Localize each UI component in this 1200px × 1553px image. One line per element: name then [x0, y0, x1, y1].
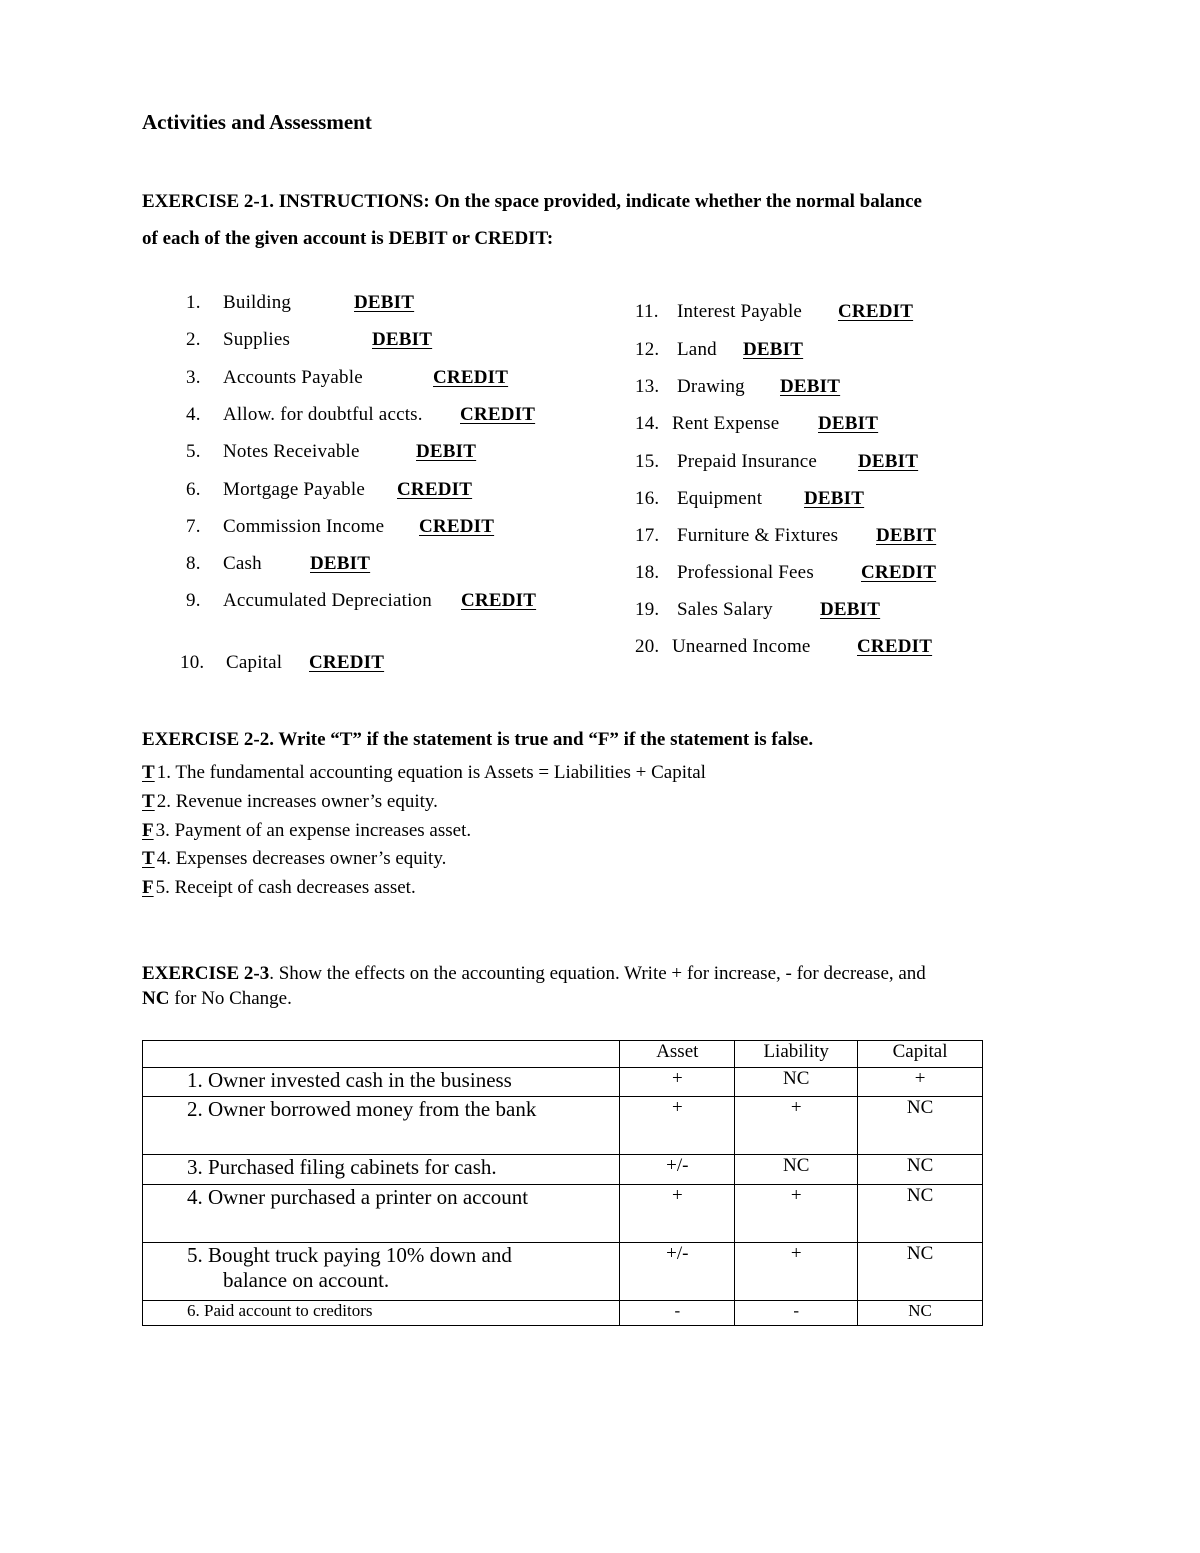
- exercise-2-2-heading: EXERCISE 2-2. Write “T” if the statement is true and “F” if the statement is false.: [142, 729, 814, 750]
- transaction-text: 4. Owner purchased a printer on account: [187, 1185, 529, 1209]
- capital-effect: NC: [858, 1243, 983, 1301]
- table-header-row: [143, 1041, 983, 1068]
- transaction-cell: [143, 1155, 620, 1185]
- account-answer: CREDIT: [433, 367, 509, 388]
- account-number: 11.: [635, 301, 659, 322]
- liability-effect: +: [735, 1243, 858, 1301]
- account-answer: DEBIT: [804, 488, 865, 509]
- true-false-answer: T: [142, 791, 155, 812]
- account-label: Equipment: [677, 488, 763, 509]
- account-number: 16.: [635, 488, 660, 509]
- account-number: 3.: [186, 367, 201, 388]
- account-answer: DEBIT: [372, 329, 433, 350]
- account-number: 12.: [635, 339, 660, 360]
- table-header-cell: Asset: [620, 1041, 735, 1068]
- account-answer: DEBIT: [310, 553, 371, 574]
- account-answer: CREDIT: [838, 301, 914, 322]
- table-row: [143, 1068, 983, 1097]
- account-answer: DEBIT: [354, 292, 415, 313]
- account-number: 18.: [635, 562, 660, 583]
- account-number: 9.: [186, 590, 201, 611]
- true-false-statement: 1. The fundamental accounting equation is Assets = Liabilities + Capital: [156, 762, 706, 783]
- account-number: 13.: [635, 376, 660, 397]
- account-number: 7.: [186, 516, 201, 537]
- table-row: [143, 1243, 983, 1301]
- capital-effect: +: [858, 1068, 983, 1097]
- true-false-answer: F: [142, 820, 154, 841]
- table-header-blank: [143, 1041, 620, 1068]
- account-label: Notes Receivable: [223, 441, 360, 462]
- account-answer: CREDIT: [397, 479, 473, 500]
- true-false-statement: 3. Payment of an expense increases asset.: [155, 820, 472, 841]
- account-number: 10.: [180, 652, 205, 673]
- exercise-2-1-heading-line2: of each of the given account is DEBIT or CREDIT:: [142, 228, 554, 249]
- account-number: 5.: [186, 441, 201, 462]
- asset-effect: +/-: [620, 1243, 735, 1301]
- account-label: Supplies: [223, 329, 291, 350]
- transaction-cell: [143, 1301, 620, 1326]
- effects-table: [142, 1040, 983, 1326]
- table-header-cell: Liability: [735, 1041, 858, 1068]
- transaction-text-continued: balance on account.: [223, 1268, 390, 1292]
- account-label: Capital: [226, 652, 283, 673]
- account-number: 2.: [186, 329, 201, 350]
- account-answer: DEBIT: [818, 413, 879, 434]
- account-label: Accumulated Depreciation: [223, 590, 432, 611]
- asset-effect: +/-: [620, 1155, 735, 1185]
- true-false-answer: F: [142, 877, 154, 898]
- transaction-text: 1. Owner invested cash in the business: [187, 1068, 512, 1092]
- transaction-text: 6. Paid account to creditors: [187, 1301, 373, 1320]
- account-number: 1.: [186, 292, 201, 313]
- exercise-2-3-heading-rest: . Show the effects on the accounting equation. Write + for increase, - for decrease, and: [269, 963, 926, 984]
- page-title: Activities and Assessment: [142, 110, 372, 134]
- account-answer: CREDIT: [861, 562, 937, 583]
- transaction-text: 5. Bought truck paying 10% down and: [187, 1243, 512, 1267]
- account-answer: CREDIT: [857, 636, 933, 657]
- account-number: 4.: [186, 404, 201, 425]
- liability-effect: -: [735, 1301, 858, 1326]
- account-number: 8.: [186, 553, 201, 574]
- account-answer: DEBIT: [416, 441, 477, 462]
- capital-effect: NC: [858, 1097, 983, 1155]
- account-label: Sales Salary: [677, 599, 773, 620]
- account-label: Drawing: [677, 376, 745, 397]
- liability-effect: NC: [735, 1155, 858, 1185]
- transaction-cell: [143, 1185, 620, 1243]
- account-label: Accounts Payable: [223, 367, 363, 388]
- asset-effect: +: [620, 1068, 735, 1097]
- account-label: Furniture & Fixtures: [677, 525, 839, 546]
- account-label: Professional Fees: [677, 562, 814, 583]
- capital-effect: NC: [858, 1301, 983, 1326]
- account-answer: CREDIT: [460, 404, 536, 425]
- account-number: 14.: [635, 413, 660, 434]
- account-label: Prepaid Insurance: [677, 451, 818, 472]
- table-row: [143, 1155, 983, 1185]
- account-number: 19.: [635, 599, 660, 620]
- account-label: Unearned Income: [672, 636, 811, 657]
- transaction-cell: [143, 1068, 620, 1097]
- asset-effect: +: [620, 1185, 735, 1243]
- exercise-2-3-line2-rest: for No Change.: [169, 988, 292, 1009]
- account-answer: DEBIT: [820, 599, 881, 620]
- account-number: 15.: [635, 451, 660, 472]
- account-label: Mortgage Payable: [223, 479, 365, 500]
- liability-effect: NC: [735, 1068, 858, 1097]
- exercise-2-1-heading: EXERCISE 2-1. INSTRUCTIONS: On the space provided, indicate whether the normal balance: [142, 191, 922, 212]
- table-header-cell: Capital: [858, 1041, 983, 1068]
- account-answer: CREDIT: [309, 652, 385, 673]
- account-answer: CREDIT: [461, 590, 537, 611]
- exercise-2-3-heading-line2: [142, 988, 292, 1010]
- asset-effect: +: [620, 1097, 735, 1155]
- account-label: Land: [677, 339, 717, 360]
- true-false-answer: T: [142, 762, 155, 783]
- account-answer: DEBIT: [743, 339, 804, 360]
- true-false-item: [142, 820, 471, 842]
- true-false-item: [142, 877, 416, 899]
- account-answer: DEBIT: [780, 376, 841, 397]
- liability-effect: +: [735, 1185, 858, 1243]
- table-row: [143, 1097, 983, 1155]
- account-label: Commission Income: [223, 516, 385, 537]
- transaction-cell: [143, 1243, 620, 1301]
- true-false-statement: 4. Expenses decreases owner’s equity.: [156, 848, 447, 869]
- capital-effect: NC: [858, 1185, 983, 1243]
- true-false-item: [142, 848, 446, 870]
- account-answer: DEBIT: [876, 525, 937, 546]
- transaction-cell: [143, 1097, 620, 1155]
- true-false-statement: 5. Receipt of cash decreases asset.: [155, 877, 416, 898]
- true-false-answer: T: [142, 848, 155, 869]
- liability-effect: +: [735, 1097, 858, 1155]
- account-answer: DEBIT: [858, 451, 919, 472]
- account-number: 20.: [635, 636, 660, 657]
- account-label: Cash: [223, 553, 262, 574]
- transaction-text: 2. Owner borrowed money from the bank: [187, 1097, 537, 1121]
- table-row: [143, 1301, 983, 1326]
- capital-effect: NC: [858, 1155, 983, 1185]
- asset-effect: -: [620, 1301, 735, 1326]
- account-number: 6.: [186, 479, 201, 500]
- account-label: Building: [223, 292, 292, 313]
- exercise-2-3-heading: [142, 963, 926, 985]
- table-row: [143, 1185, 983, 1243]
- true-false-item: [142, 791, 438, 813]
- account-answer: CREDIT: [419, 516, 495, 537]
- account-label: Allow. for doubtful accts.: [223, 404, 423, 425]
- true-false-item: [142, 762, 706, 784]
- account-label: Interest Payable: [677, 301, 803, 322]
- true-false-statement: 2. Revenue increases owner’s equity.: [156, 791, 438, 812]
- transaction-text: 3. Purchased filing cabinets for cash.: [187, 1155, 497, 1179]
- exercise-2-3-heading-bold: EXERCISE 2-3: [142, 963, 270, 984]
- account-label: Rent Expense: [672, 413, 780, 434]
- account-number: 17.: [635, 525, 660, 546]
- exercise-2-3-nc-bold: NC: [142, 988, 170, 1009]
